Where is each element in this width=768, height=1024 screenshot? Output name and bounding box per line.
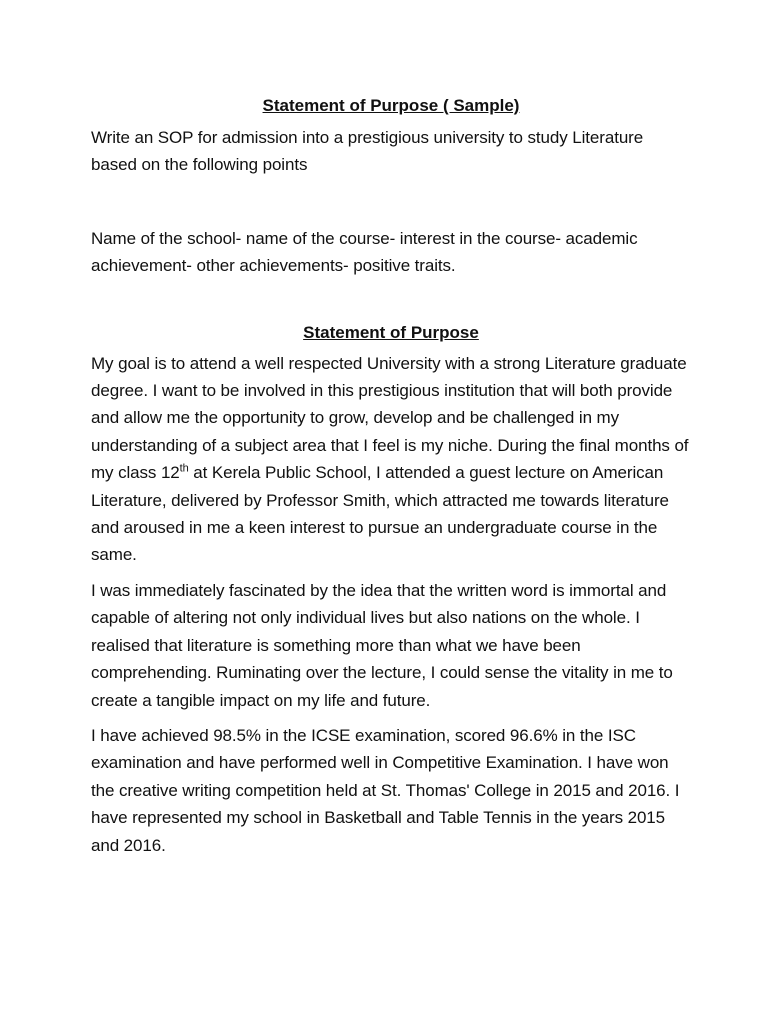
spacer [91, 280, 691, 320]
points-text: Name of the school- name of the course- interest in the course- academic achievement- other achievements- positive traits. [91, 228, 638, 276]
document-title: Statement of Purpose ( Sample) [262, 96, 520, 115]
spacer [91, 179, 691, 225]
prompt-text: Write an SOP for admission into a prestigious university to study Literature based on the following points [91, 128, 644, 175]
document-page [91, 93, 691, 859]
paragraph-goal-text-cont: at Kerela Public School, I attended a guest lecture on American Literature, delivered by Professor Smith, which attracted me towards literature and aroused in me a keen interest to pursue an undergraduate course in the same. [91, 463, 669, 565]
paragraph-achievements: I have achieved 98.5% in the ICSE examination, scored 96.6% in the ISC examination and have performed well in Competitive Examination. I have won the creative writing competition held at St. Thomas' College in 2015 and 2016. I have represented my school in Basketball and Table Tennis in the years 2015 and 2016. [91, 725, 680, 855]
paragraph-goal-text: My goal is to attend a well respected University with a strong Literature graduate degree. I want to be involved in this prestigious institution that will both provide and allow me the opportunity to grow, develop and be challenged in my understanding of a subject area that I feel is my niche. During the final months of my class 12 [91, 353, 689, 483]
spacer [91, 569, 691, 577]
ordinal-superscript: th [179, 462, 189, 475]
paragraph-goal [91, 350, 691, 569]
spacer [91, 714, 691, 722]
paragraph-fascination: I was immediately fascinated by the idea that the written word is immortal and capable of altering not only individual lives but also nations on the whole. I realised that literature is something more than what we have been comprehending. Ruminating over the lecture, I could sense the vitality in me to create a tangible impact on my life and future. [91, 580, 673, 710]
section-heading: Statement of Purpose [303, 322, 479, 342]
